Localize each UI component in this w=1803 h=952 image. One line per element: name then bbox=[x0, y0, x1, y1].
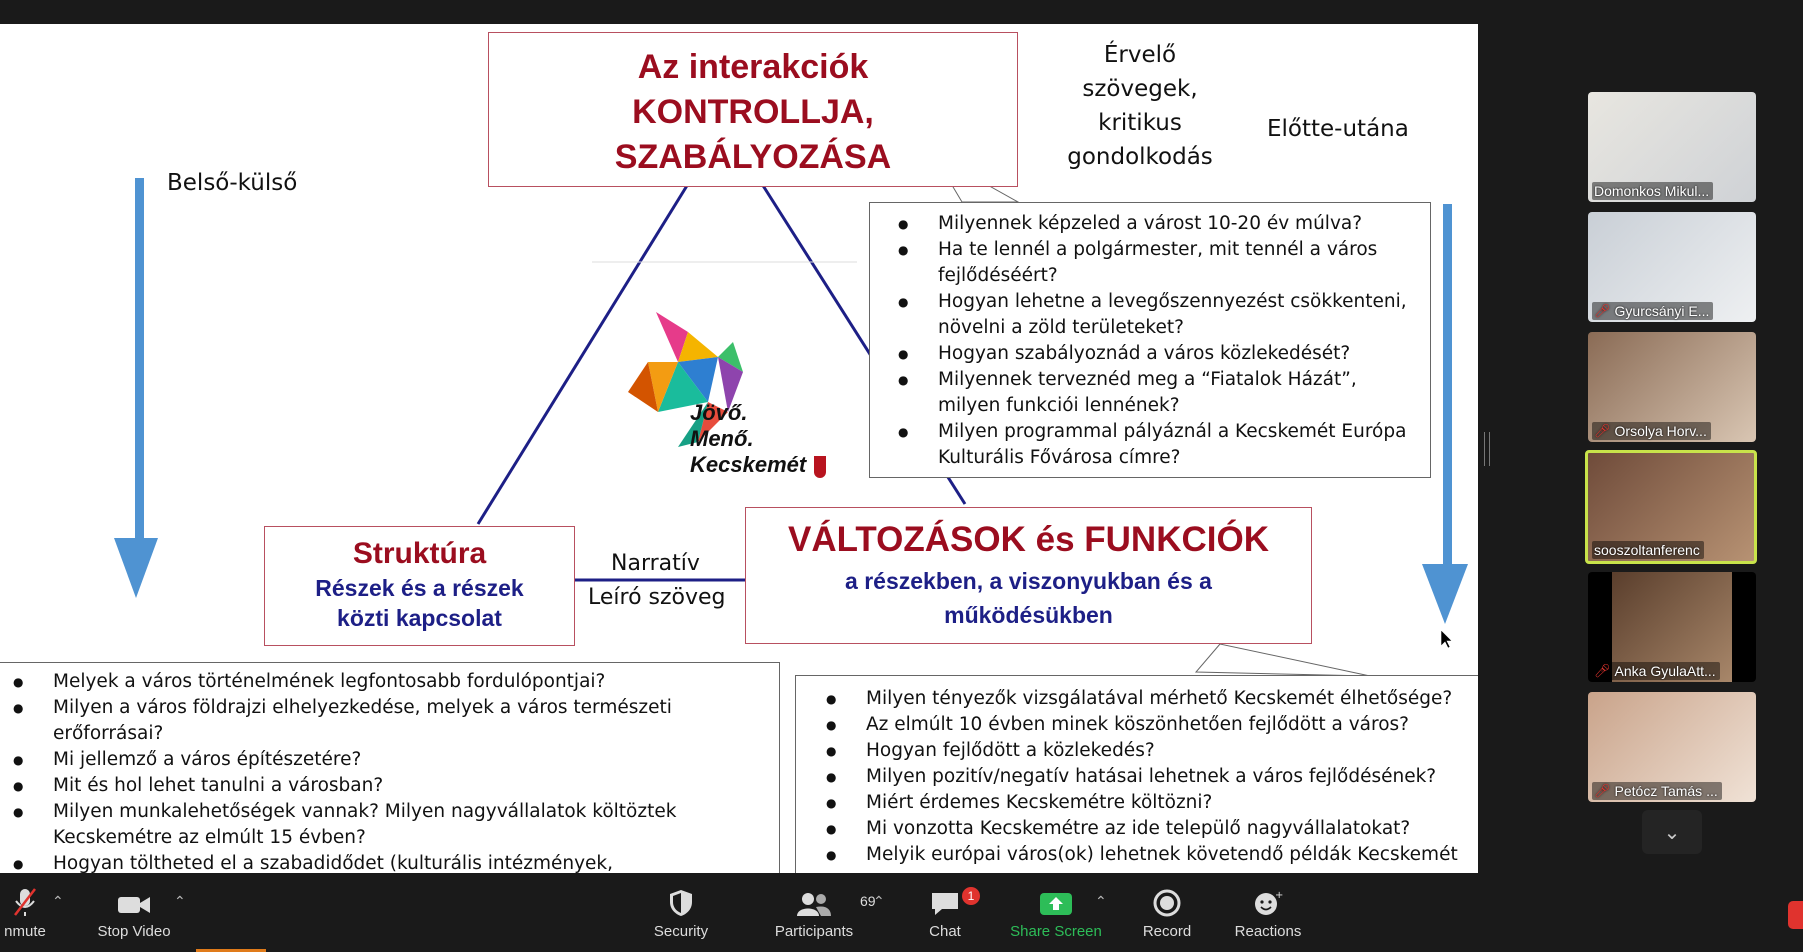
gallery-scroll-down-button[interactable] bbox=[1642, 810, 1702, 854]
right-question: ● Milyen pozitív/negatív hatásai lehetnek a város fejlődésének? bbox=[866, 764, 1474, 790]
top-questions-callout bbox=[869, 202, 1431, 478]
right-callout-tail bbox=[1196, 644, 1370, 676]
right-question: ● Mi vonzotta Kecskemétre az ide települő nagyvállalatokat? bbox=[866, 816, 1474, 842]
muted-mic-icon: 🎤︎ bbox=[1594, 663, 1611, 678]
unmute-button[interactable]: nmute bbox=[0, 873, 50, 952]
muted-mic-icon: 🎤︎ bbox=[1594, 423, 1611, 438]
struktura-sub2: közti kapcsolat bbox=[337, 605, 502, 631]
right-questions-list bbox=[866, 686, 1474, 868]
city-logo bbox=[618, 302, 838, 512]
valtozasok-sub1: a részekben, a viszonyukban és a bbox=[845, 568, 1212, 594]
right-question: ● Hogyan fejlődött a közlekedés? bbox=[866, 738, 1474, 764]
chevron-down-icon: ⌄ bbox=[1663, 821, 1681, 844]
right-question: ● Miért érdemes Kecskemétre költözni? bbox=[866, 790, 1474, 816]
top-questions-list bbox=[938, 211, 1416, 471]
meeting-toolbar bbox=[0, 873, 1803, 952]
end-meeting-button[interactable] bbox=[1788, 901, 1803, 929]
video-options-caret[interactable]: ⌃ bbox=[174, 893, 186, 909]
valtozasok-title: VÁLTOZÁSOK és FUNKCIÓK bbox=[788, 520, 1269, 559]
interactions-control-box bbox=[488, 32, 1018, 187]
chat-button[interactable]: 1 Chat bbox=[920, 873, 970, 952]
right-question: ● Melyik európai város(ok) lehetnek követendő példák Kecskemét bbox=[866, 842, 1474, 868]
top-box-line3: SZABÁLYOZÁSA bbox=[614, 138, 892, 176]
stop-video-button[interactable]: Stop Video bbox=[94, 873, 174, 952]
participant-tile[interactable] bbox=[1588, 92, 1756, 202]
participants-options-caret[interactable]: ⌃ bbox=[873, 893, 885, 909]
left-arrow-head bbox=[114, 538, 158, 598]
logo-line2: Menő. bbox=[690, 426, 754, 451]
participant-gallery bbox=[1574, 0, 1803, 873]
chat-bubble-icon bbox=[930, 891, 960, 917]
narrativ-label: Narratív bbox=[611, 551, 700, 576]
left-arrow-shaft bbox=[135, 178, 144, 564]
top-question: ● Hogyan lehetne a levegőszennyezést csökkenteni, növelni a zöld területeket? bbox=[938, 289, 1416, 341]
top-box-line1: Az interakciók bbox=[637, 48, 869, 86]
shield-icon bbox=[669, 889, 693, 917]
participant-name-1: Gyurcsányi E... bbox=[1614, 303, 1710, 319]
left-questions-list bbox=[53, 669, 767, 873]
logo-line1: Jövő. bbox=[690, 400, 748, 425]
participants-count: 69 bbox=[860, 893, 876, 909]
valtozasok-box bbox=[745, 507, 1312, 644]
participants-icon bbox=[796, 891, 832, 917]
ervelo-line3: kritikus bbox=[1098, 110, 1182, 136]
ervelo-line2: szövegek, bbox=[1082, 76, 1198, 102]
struktura-sub1: Részek és a részek bbox=[315, 575, 524, 601]
top-question: ● Milyennek képzeled a várost 10-20 év múlva? bbox=[938, 211, 1416, 237]
muted-mic-icon: 🎤︎ bbox=[1594, 783, 1611, 798]
ervelo-line4: gondolkodás bbox=[1067, 144, 1213, 170]
top-question: ● Hogyan szabályoznád a város közlekedését? bbox=[938, 341, 1416, 367]
gallery-resize-handle[interactable] bbox=[1484, 432, 1490, 466]
right-question: ● Az elmúlt 10 évben minek köszönhetően fejlődött a város? bbox=[866, 712, 1474, 738]
participant-name-2: Orsolya Horv... bbox=[1614, 423, 1707, 439]
right-questions-callout bbox=[795, 675, 1478, 873]
valtozasok-sub2: működésükben bbox=[944, 602, 1113, 628]
participant-tile-active-speaker[interactable] bbox=[1585, 450, 1757, 564]
participant-tile[interactable] bbox=[1588, 692, 1756, 802]
share-options-caret[interactable]: ⌃ bbox=[1095, 893, 1107, 909]
muted-microphone-icon bbox=[11, 887, 39, 917]
left-question: ● Milyen munkalehetőségek vannak? Milyen nagyvállalatok költöztek Kecskemétre az elmúlt 15 évben? bbox=[53, 799, 767, 851]
participant-name-3: sooszoltanferenc bbox=[1592, 541, 1704, 559]
audio-options-caret[interactable]: ⌃ bbox=[52, 893, 64, 909]
left-question: ● Melyek a város történelmének legfontosabb fordulópontjai? bbox=[53, 669, 767, 695]
left-question: ● Mi jellemző a város építészetére? bbox=[53, 747, 767, 773]
participant-tile[interactable] bbox=[1588, 212, 1756, 322]
right-arrow-head bbox=[1422, 564, 1468, 624]
record-icon bbox=[1153, 889, 1181, 917]
logo-line3: Kecskemét bbox=[690, 452, 807, 477]
participants-button[interactable]: 69 Participants bbox=[774, 893, 876, 940]
elotte-utana-label: Előtte-utána bbox=[1267, 116, 1409, 142]
reactions-button[interactable]: + Reactions bbox=[1234, 890, 1302, 940]
mouse-cursor bbox=[1441, 630, 1452, 648]
right-arrow-shaft bbox=[1443, 204, 1452, 594]
video-camera-icon bbox=[117, 893, 151, 917]
leiro-label: Leíró szöveg bbox=[588, 585, 726, 610]
ervelo-line1: Érvelő bbox=[1103, 42, 1177, 68]
participant-name-0: Domonkos Mikul... bbox=[1592, 182, 1713, 200]
top-question: ● Ha te lennél a polgármester, mit tennél a város fejlődéséért? bbox=[938, 237, 1416, 289]
participant-name-4: Anka GyulaAtt... bbox=[1614, 663, 1716, 679]
share-screen-button[interactable]: Share Screen bbox=[1006, 873, 1106, 952]
chat-unread-badge: 1 bbox=[962, 887, 980, 905]
right-question: ● Milyen tényezők vizsgálatával mérhető Kecskemét élhetősége? bbox=[866, 686, 1474, 712]
top-question: ● Milyennek terveznéd meg a “Fiatalok Házát”, milyen funkciói lennének? bbox=[938, 367, 1416, 419]
shared-slide bbox=[0, 24, 1478, 873]
smiley-reaction-icon bbox=[1253, 889, 1283, 917]
belso-kulso-label: Belső-külső bbox=[167, 170, 298, 196]
left-questions-callout bbox=[0, 662, 780, 873]
window-top-bar bbox=[0, 0, 1803, 24]
svg-text:+: + bbox=[1275, 890, 1283, 901]
ervelo-label bbox=[1050, 38, 1230, 174]
muted-mic-icon: 🎤︎ bbox=[1594, 303, 1611, 318]
left-question: ● Milyen a város földrajzi elhelyezkedése, melyek a város természeti erőforrásai? bbox=[53, 695, 767, 747]
security-button[interactable]: Security bbox=[646, 873, 716, 952]
participant-tile[interactable] bbox=[1588, 332, 1756, 442]
left-question: ● Hogyan töltheted el a szabadidődet (kulturális intézmények, bbox=[53, 851, 767, 873]
left-question: ● Mit és hol lehet tanulni a városban? bbox=[53, 773, 767, 799]
record-button[interactable]: Record bbox=[1134, 873, 1200, 952]
share-screen-icon bbox=[1040, 891, 1072, 917]
top-box-line2: KONTROLLJA, bbox=[632, 93, 874, 131]
struktura-box bbox=[264, 526, 575, 646]
coat-of-arms-icon bbox=[814, 456, 826, 478]
participant-tile[interactable] bbox=[1588, 572, 1756, 682]
struktura-title: Struktúra bbox=[352, 537, 487, 570]
participant-name-5: Petócz Tamás ... bbox=[1614, 783, 1718, 799]
top-question: ● Milyen programmal pályáznál a Kecskemét Európa Kulturális Fővárosa címre? bbox=[938, 419, 1416, 471]
